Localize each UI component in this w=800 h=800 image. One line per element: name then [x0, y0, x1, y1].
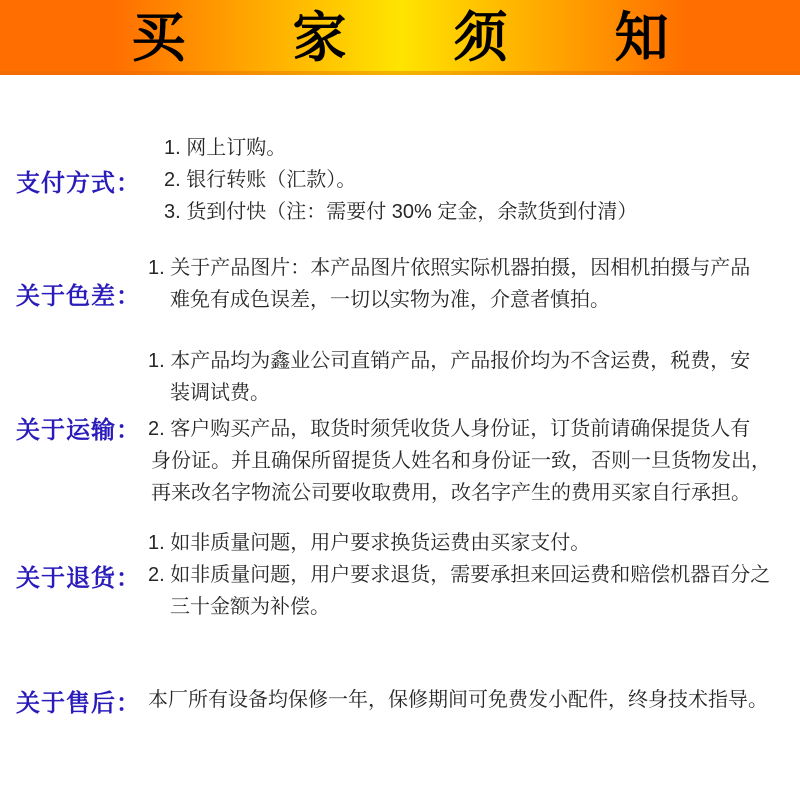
notice-line: 2. 客户购买产品，取货时须凭收货人身份证，订货前请确保提货人有 — [148, 418, 751, 440]
list-item — [164, 164, 800, 196]
notice-line: 装调试费。 — [170, 382, 270, 404]
notice-line: 1. 如非质量问题，用户要求换货运费由买家支付。 — [148, 532, 591, 554]
list-item — [148, 527, 800, 559]
section-label-column — [0, 267, 148, 310]
notice-line: 本厂所有设备均保修一年，保修期间可免费发小配件，终身技术指导。 — [148, 689, 768, 711]
list-item — [148, 684, 800, 716]
list-item — [164, 196, 800, 228]
section-shipping — [0, 345, 800, 509]
returns-label: 关于退货： — [16, 564, 141, 592]
section-after-sales — [0, 684, 800, 716]
section-label-column — [0, 410, 148, 445]
notice-line: 2. 银行转账（汇款）。 — [164, 169, 357, 191]
section-color-difference — [0, 252, 800, 316]
notice-line: 2. 如非质量问题，用户要求退货，需要承担来回运费和赔偿机器百分之 — [148, 564, 771, 586]
shipping-content — [148, 345, 800, 509]
page-title: 买 家 须 知 — [131, 8, 715, 68]
notice-line: 难免有成色误差，一切以实物为准，介意者慎拍。 — [170, 289, 610, 311]
list-item — [164, 132, 800, 164]
color-difference-content — [148, 252, 800, 316]
section-label-column — [0, 558, 148, 593]
section-label-column — [0, 163, 148, 198]
list-item — [148, 252, 800, 316]
buyer-notice-banner — [0, 0, 800, 75]
list-item — [148, 345, 800, 409]
shipping-label: 关于运输： — [16, 416, 141, 444]
notice-line: 再来改名字物流公司要收取费用，改名字产生的费用买家自行承担。 — [151, 482, 751, 504]
payment-label: 支付方式： — [16, 169, 141, 197]
after-sales-label: 关于售后： — [16, 689, 141, 717]
section-payment — [0, 132, 800, 228]
notice-line: 身份证。并且确保所留提货人姓名和身份证一致，否则一旦货物发出， — [151, 450, 771, 472]
returns-content — [148, 527, 800, 623]
section-returns — [0, 527, 800, 623]
list-item — [148, 559, 800, 623]
list-item — [148, 413, 800, 509]
payment-content — [148, 132, 800, 228]
notice-line: 1. 本产品均为鑫业公司直销产品，产品报价均为不含运费，税费，安 — [148, 350, 751, 372]
after-sales-content — [148, 684, 800, 716]
notice-line: 3. 货到付快（注：需要付 30% 定金，余款货到付清） — [164, 201, 638, 223]
color-difference-label: 关于色差： — [16, 282, 141, 310]
notice-line: 1. 网上订购。 — [164, 137, 287, 159]
notice-line: 1. 关于产品图片：本产品图片依照实际机器拍摄，因相机拍摄与产品 — [148, 257, 751, 279]
section-label-column — [0, 683, 148, 718]
notice-line: 三十金额为补偿。 — [170, 596, 330, 618]
